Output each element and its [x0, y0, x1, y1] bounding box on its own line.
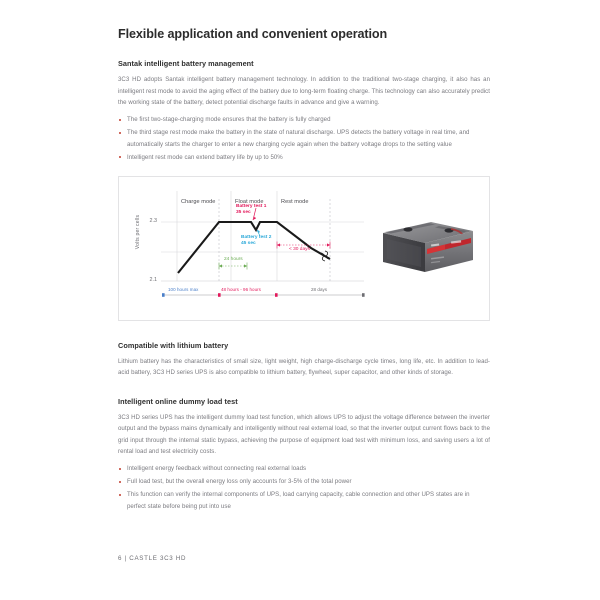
y-axis-tick-lower: 2.1	[149, 276, 157, 283]
annotation-24-hours: 24 hours	[224, 256, 243, 262]
battery-icon	[375, 215, 479, 277]
x-axis-label-charge-duration: 100 hours max	[168, 286, 199, 292]
section-paragraph: 3C3 HD adopts Santak intelligent battery management technology. In addition to the traditional two-stage charging, it also has an intelligent rest mode to avoid the aging effect of the battery due to long-term floating charge. This technology can also accurately predict the working state of the battery, detect potential discharge faults in advance and give a warning.	[118, 76, 490, 106]
battery-illustration	[375, 215, 479, 277]
chart-mode-label-charge: Charge mode	[181, 198, 216, 205]
charging-profile-figure	[118, 176, 490, 321]
y-axis-tick-upper: 2.3	[149, 217, 157, 224]
charge-cycle-chart	[119, 177, 371, 322]
list-item: The third stage rest mode make the battery in the state of natural discharge. UPS detects the battery voltage in real time, and automatically starts the charger to enter a new charging cycle again when the battery voltage drops to the setting value	[118, 127, 490, 150]
section-paragraph: Lithium battery has the characteristics of small size, light weight, high charge-discharge cycle times, long life, etc. In addition to lead-acid battery, 3C3 HD series UPS is also compatible to lithium battery, flywheel, super capacitor, and other kinds of storage.	[118, 357, 490, 377]
list-item: This function can verify the internal components of UPS, load carrying capacity, cable connection and other UPS states are in perfect state before being put into use	[118, 489, 490, 512]
list-item: Intelligent energy feedback without connecting real external loads	[118, 463, 490, 474]
annotation-line-2: 45 sec	[241, 241, 256, 247]
chart-mode-label-rest: Rest mode	[281, 198, 309, 205]
section-battery-management	[118, 59, 490, 163]
section-heading: Compatible with lithium battery	[118, 340, 229, 350]
annotation-line-1: Battery test 2	[241, 234, 272, 240]
chart-mode-label-float: Float mode	[235, 198, 264, 205]
page-title: Flexible application and convenient operation	[118, 27, 388, 41]
y-axis-title: Volts per cells	[135, 214, 141, 250]
annotation-line-1: Battery test 1	[236, 203, 267, 209]
annotation-less-than-30-days: < 30 days	[289, 246, 310, 252]
annotation-battery-test-1	[236, 204, 266, 216]
x-axis-label-float-duration: 48 hours - 96 hours	[221, 286, 261, 292]
section-dummy-load-test	[118, 397, 490, 512]
section-paragraph: 3C3 HD series UPS has the intelligent dummy load test function, which allows UPS to adjust the voltage difference between the inverter output and the bypass mains dynamically and intelligently without real external load, so that the inverter output current flows back to the grid input through the internal static bypass, achieving the purpose of equipment load test with minimum loss, and saving users a lot of rental load and test electricity costs.	[118, 413, 490, 455]
section-heading: Santak intelligent battery management	[118, 59, 254, 69]
annotation-battery-test-2	[241, 235, 271, 247]
list-item: Full load test, but the overall energy loss only accounts for 3-5% of the total power	[118, 476, 490, 487]
section-lithium-battery	[118, 341, 490, 379]
list-item: Intelligent rest mode can extend battery life by up to 50%	[118, 152, 490, 163]
section-bullet-list	[118, 114, 490, 163]
annotation-line-2: 35 sec	[236, 210, 251, 216]
list-item: The first two-stage-charging mode ensures that the battery is fully charged	[118, 114, 490, 125]
page-footer: 6 | CASTLE 3C3 HD	[118, 555, 187, 562]
section-heading: Intelligent online dummy load test	[118, 396, 238, 406]
page-content	[118, 0, 490, 512]
x-axis-label-rest-duration: 28 days	[311, 286, 328, 292]
section-bullet-list	[118, 463, 490, 512]
